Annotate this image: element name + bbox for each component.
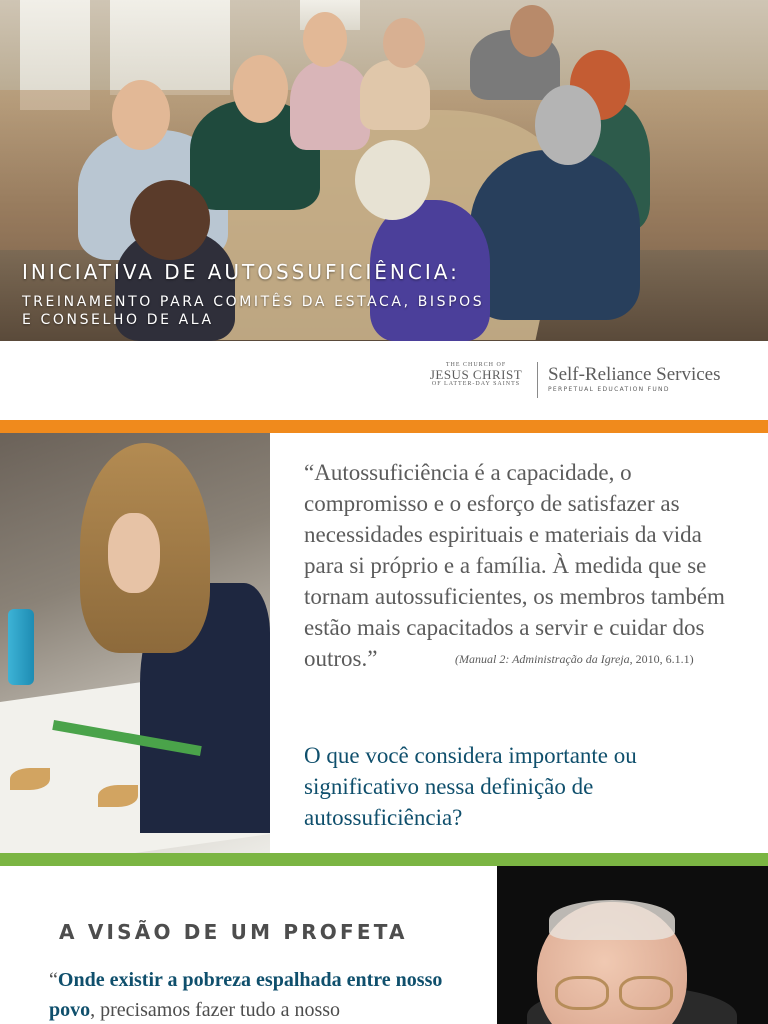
prophet-quote-rest: , precisamos fazer tudo a nosso — [90, 999, 341, 1021]
prophet-quote-bold: Onde existir a pobreza espalhada entre nosso povo — [49, 969, 443, 1021]
church-logo-line-1: THE CHURCH OF — [445, 362, 507, 368]
services-logo-tagline: PERPETUAL EDUCATION FUND — [548, 386, 670, 393]
church-logo-line-3: OF LATTER-DAY SAINTS — [431, 381, 521, 387]
services-logo-name: Self-Reliance Services — [548, 364, 721, 385]
slide-prophet-vision — [0, 866, 768, 1024]
prophet-quote-open: “ — [49, 969, 58, 991]
church-logo-line-2: JESUS CHRIST — [429, 367, 523, 382]
prophet-portrait — [497, 866, 768, 1024]
slide-title — [0, 0, 768, 341]
green-divider — [0, 853, 768, 866]
reflection-question: O que você considera importante ou significativo nessa definição de autossuficiência? — [304, 743, 637, 830]
title-block — [22, 259, 484, 329]
subtitle-line-1: TREINAMENTO PARA COMITÊS DA ESTACA, BISPOS — [22, 294, 485, 310]
woman-crafting-photo — [0, 433, 270, 853]
slide-definition — [0, 433, 768, 853]
slide-title-text: INICIATIVA DE AUTOSSUFICIÊNCIA: — [22, 260, 460, 284]
subtitle-line-2: E CONSELHO DE ALA — [22, 312, 214, 328]
orange-divider — [0, 420, 768, 433]
slide-subtitle — [22, 293, 484, 329]
self-reliance-services-logo — [548, 364, 721, 393]
logo-divider — [537, 362, 538, 398]
citation-detail: , 2010, 6.1.1) — [629, 652, 694, 666]
definition-citation — [455, 652, 694, 667]
citation-source: (Manual 2: Administração da Igreja — [455, 652, 630, 666]
church-logo — [428, 362, 524, 387]
prophet-quote — [49, 965, 469, 1024]
prophet-heading: A VISÃO DE UM PROFETA — [59, 920, 408, 944]
definition-quote: “Autossuficiência é a capacidade, o compromisso e o esforço de satisfazer as necessidades espirituais e materiais da vida para si próprio e a família. À medida que se tornam autossuficientes, os membros também estão mais capacitados a servir e cuidar dos outros.” — [304, 460, 725, 671]
